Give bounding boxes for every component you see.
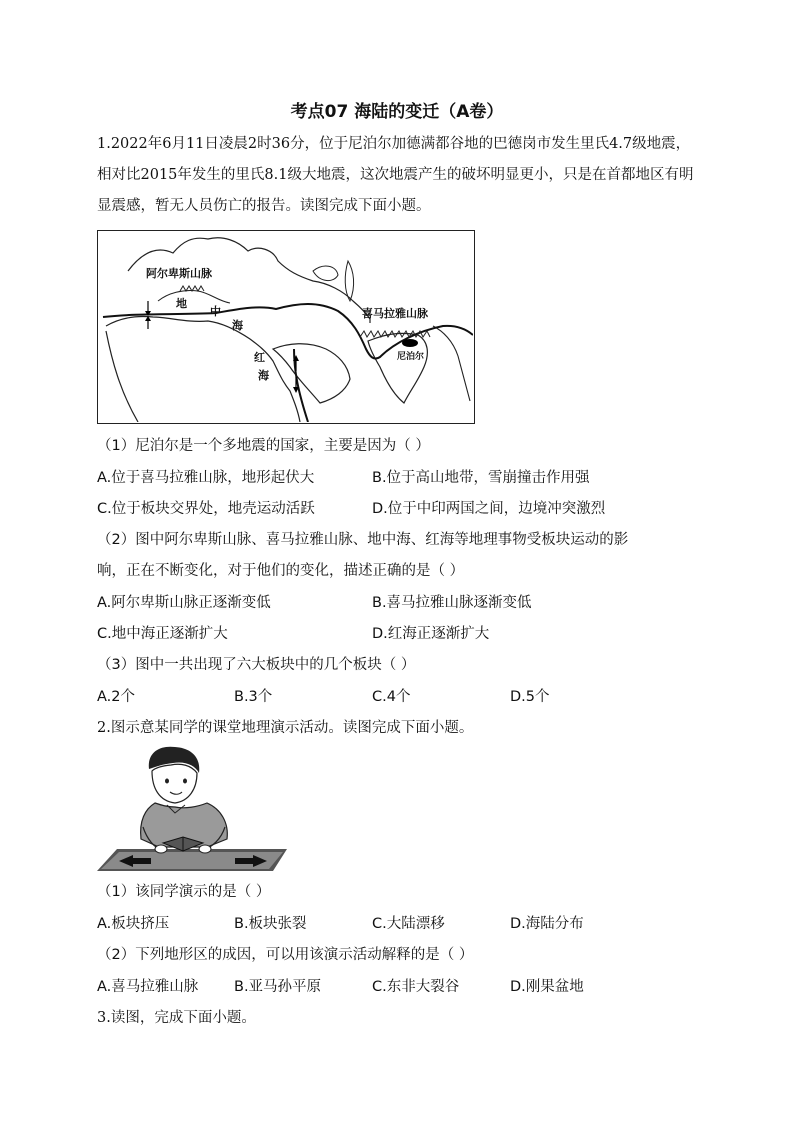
map-label-red-2: 海: [258, 369, 269, 382]
q2-sub1-option-b: B.板块张裂: [234, 916, 307, 932]
q1-sub3-option-c: C.4个: [372, 689, 411, 705]
q1-sub2-option-a: A.阿尔卑斯山脉正逐渐变低: [97, 595, 271, 611]
q1-sub3-option-d: D.5个: [510, 689, 550, 705]
page-title: 考点07 海陆的变迁（A卷）: [290, 102, 504, 122]
map-label-himalaya: 喜马拉雅山脉: [362, 307, 428, 320]
q2-sub1-option-a: A.板块挤压: [97, 916, 170, 932]
q1-sub2-stem-line2: 响，正在不断变化，对于他们的变化，描述正确的是（ ）: [97, 563, 465, 579]
q1-intro: 1.2022年6月11日凌晨2时36分，位于尼泊尔加德满都谷地的巴德岗市发生里氏4.7级地震，相对比2015年发生的里氏8.1级大地震，这次地震产生的破坏明显更小，只是在首都地区有明显震感，暂无人员伤亡的报告。读图完成下面小题。: [97, 136, 694, 214]
q1-sub3-option-a: A.2个: [97, 689, 135, 705]
map-label-red-1: 红: [254, 351, 265, 364]
q1-sub3-stem: （3）图中一共出现了六大板块中的几个板块（ ）: [97, 657, 416, 673]
q1-sub2-stem-line1: （2）图中阿尔卑斯山脉、喜马拉雅山脉、地中海、红海等地理事物受板块运动的影: [97, 532, 629, 548]
q1-sub1-stem: （1）尼泊尔是一个多地震的国家，主要是因为（ ）: [97, 438, 430, 454]
student-demonstration-illustration: [97, 743, 287, 873]
map-label-med-2: 中: [210, 305, 221, 318]
map-label-alps: 阿尔卑斯山脉: [146, 267, 212, 280]
map-label-nepal: 尼泊尔: [397, 352, 425, 362]
q2-sub2-option-a: A.喜马拉雅山脉: [97, 979, 199, 995]
map-label-med-1: 地: [176, 297, 187, 310]
q3-intro: 3.读图，完成下面小题。: [97, 1010, 256, 1026]
q1-sub2-option-b: B.喜马拉雅山脉逐渐变低: [372, 595, 532, 611]
q1-sub2-option-c: C.地中海正逐渐扩大: [97, 626, 228, 642]
q2-sub2-option-d: D.刚果盆地: [510, 979, 584, 995]
q2-sub2-option-b: B.亚马孙平原: [234, 979, 322, 995]
tectonic-map-figure: [97, 230, 475, 424]
tectonic-map-svg: [98, 231, 473, 422]
map-label-med-3: 海: [232, 319, 243, 332]
q1-sub1-option-c: C.位于板块交界处，地壳运动活跃: [97, 501, 315, 517]
q2-sub2-option-c: C.东非大裂谷: [372, 979, 460, 995]
q2-intro: 2.图示意某同学的课堂地理演示活动。读图完成下面小题。: [97, 720, 474, 736]
q1-sub1-option-d: D.位于中印两国之间，边境冲突激烈: [372, 501, 606, 517]
q1-sub1-option-b: B.位于高山地带，雪崩撞击作用强: [372, 470, 590, 486]
q2-sub1-stem: （1）该同学演示的是（ ）: [97, 884, 271, 900]
q2-sub1-option-d: D.海陆分布: [510, 916, 584, 932]
q1-sub1-option-a: A.位于喜马拉雅山脉，地形起伏大: [97, 470, 315, 486]
q2-sub2-stem: （2）下列地形区的成因，可以用该演示活动解释的是（ ）: [97, 947, 474, 963]
q1-sub2-option-d: D.红海正逐渐扩大: [372, 626, 490, 642]
q2-sub1-option-c: C.大陆漂移: [372, 916, 445, 932]
q1-sub3-option-b: B.3个: [234, 689, 273, 705]
